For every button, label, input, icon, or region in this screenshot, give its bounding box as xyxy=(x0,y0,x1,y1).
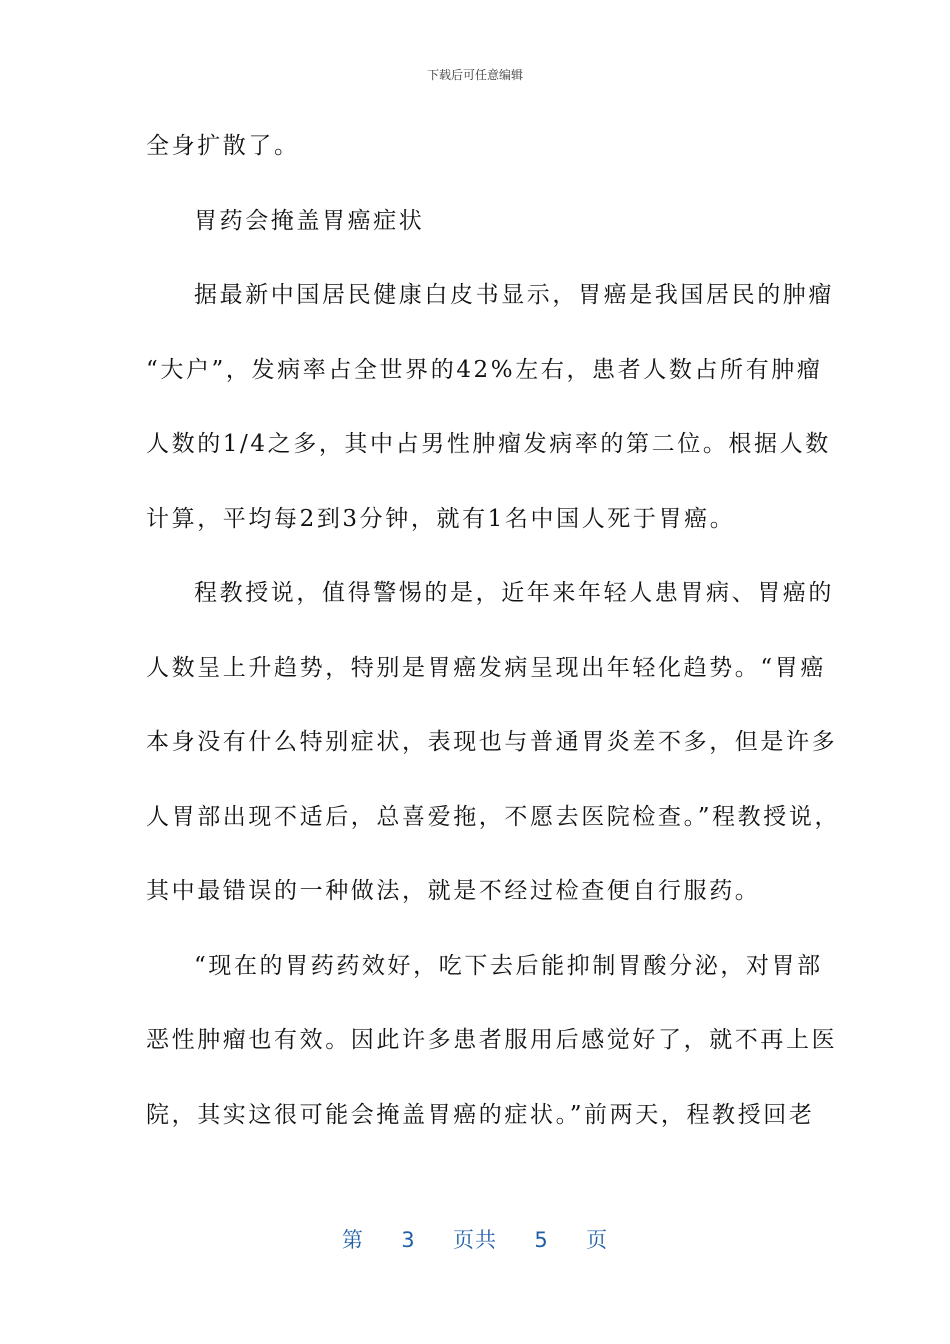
document-body xyxy=(146,124,841,1167)
page-header-note: 下载后可任意编辑 xyxy=(426,68,523,82)
footer-suffix: 页 xyxy=(586,1228,609,1252)
page-footer xyxy=(0,1224,950,1254)
text-line-7: 程教授说，值得警惕的是，近年来年轻人患胃病、胃癌的 xyxy=(194,580,834,606)
footer-middle: 页共 xyxy=(453,1228,497,1252)
text-line-13: 恶性肿瘤也有效。因此许多患者服用后感觉好了，就不再上医 xyxy=(146,1027,838,1053)
text-line-3: 据最新中国居民健康白皮书显示，胃癌是我国居民的肿瘤 xyxy=(194,282,834,308)
text-line-1: 全身扩散了。 xyxy=(146,133,300,159)
footer-current-page: 3 xyxy=(401,1228,416,1252)
footer-prefix: 第 xyxy=(341,1228,364,1252)
section-heading: 胃药会掩盖胃癌症状 xyxy=(194,207,425,234)
text-line-8: 人数呈上升趋势，特别是胃癌发病呈现出年轻化趋势。“胃癌 xyxy=(146,654,826,681)
text-line-9: 本身没有什么特别症状，表现也与普通胃炎差不多，但是许多 xyxy=(146,729,838,755)
footer-total-pages: 5 xyxy=(534,1228,549,1252)
text-line-11: 其中最错误的一种做法，就是不经过检查便自行服药。 xyxy=(146,878,761,904)
text-line-12: “现在的胃药药效好，吃下去后能抑制胃酸分泌，对胃部 xyxy=(194,952,823,979)
text-line-4: “大户”，发病率占全世界的42%左右，患者人数占所有肿瘤 xyxy=(146,356,823,383)
text-line-10: 人胃部出现不适后，总喜爱拖，不愿去医院检查。”程教授说， xyxy=(146,803,841,830)
text-line-5: 人数的1/4之多，其中占男性肿瘤发病率的第二位。根据人数 xyxy=(146,431,831,457)
text-line-14: 院，其实这很可能会掩盖胃癌的症状。”前两天，程教授回老 xyxy=(146,1101,815,1128)
text-line-6: 计算，平均每2到3分钟，就有1名中国人死于胃癌。 xyxy=(146,505,736,532)
